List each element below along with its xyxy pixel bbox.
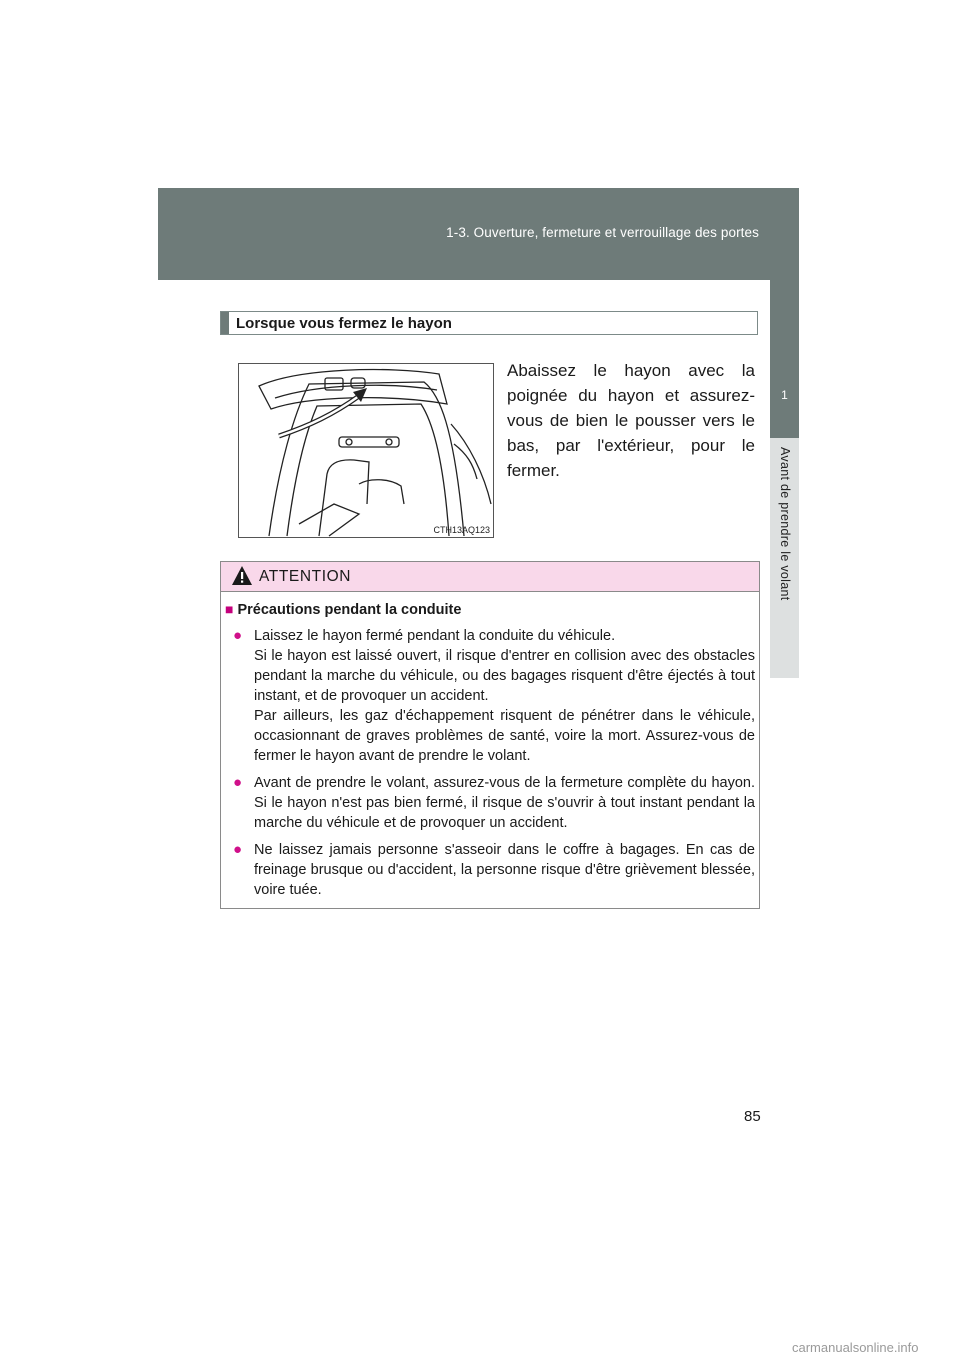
bullet-line: Par ailleurs, les gaz d'échappement risquent de pénétrer dans le véhicule, occasionnant de graves problèmes de santé, voire la mort. Assurez-vous de fermer le hayon avant de prendre le volant. — [254, 708, 755, 764]
chapter-header-title: 1-3. Ouverture, fermeture et verrouillage des portes — [446, 225, 759, 240]
figure-code: CTH13AQ123 — [433, 525, 490, 535]
bullet-line: Si le hayon est laissé ouvert, il risque d'entrer en collision avec des obstacles pendant la marche du véhicule, ou des bagages risquent d'être éjectés à tout instant, et de provoquer un accident. — [254, 648, 755, 704]
bullet-dot-icon: ● — [233, 774, 243, 791]
section-heading — [220, 311, 758, 335]
warning-subheading-text: Précautions pendant la conduite — [237, 602, 462, 618]
warning-bullet — [233, 773, 755, 833]
warning-title: ATTENTION — [259, 568, 352, 585]
warning-bullet-list — [233, 626, 755, 907]
chapter-header-bar — [158, 188, 799, 280]
warning-bullet — [233, 840, 755, 900]
subheading-square-icon: ■ — [225, 601, 234, 617]
warning-box — [220, 561, 760, 909]
bullet-dot-icon: ● — [233, 627, 243, 644]
page-number: 85 — [744, 1108, 761, 1125]
chapter-tab-label: Avant de prendre le volant — [778, 447, 792, 601]
bullet-line: Ne laissez jamais personne s'asseoir dans le coffre à bagages. En cas de freinage brusque ou d'accident, la personne risque d'être grièvement blessée, voire tuée. — [254, 842, 755, 898]
chapter-tab-number: 1 — [781, 388, 788, 402]
tailgate-drawing — [239, 364, 493, 537]
warning-triangle-icon — [231, 565, 253, 586]
bullet-line: Laissez le hayon fermé pendant la conduite du véhicule. — [254, 628, 616, 644]
bullet-dot-icon: ● — [233, 841, 243, 858]
section-heading-text: Lorsque vous fermez le hayon — [236, 315, 452, 332]
instruction-text: Abaissez le hayon avec la poignée du hayon et assurez-vous de bien le pousser vers le bas, par l'extérieur, pour le fermer. — [507, 361, 755, 480]
section-heading-accent — [221, 312, 229, 334]
tailgate-illustration — [238, 363, 494, 538]
bullet-line: Avant de prendre le volant, assurez-vous de la fermeture complète du hayon. Si le hayon n'est pas bien fermé, il risque de s'ouvrir à tout instant pendant la marche du véhicule et de provoquer un accident. — [254, 775, 755, 831]
warning-header — [221, 562, 759, 592]
warning-bullet — [233, 626, 755, 766]
chapter-tab — [770, 188, 799, 438]
watermark-text: carmanualsonline.info — [792, 1340, 919, 1355]
warning-subheading — [225, 601, 461, 618]
